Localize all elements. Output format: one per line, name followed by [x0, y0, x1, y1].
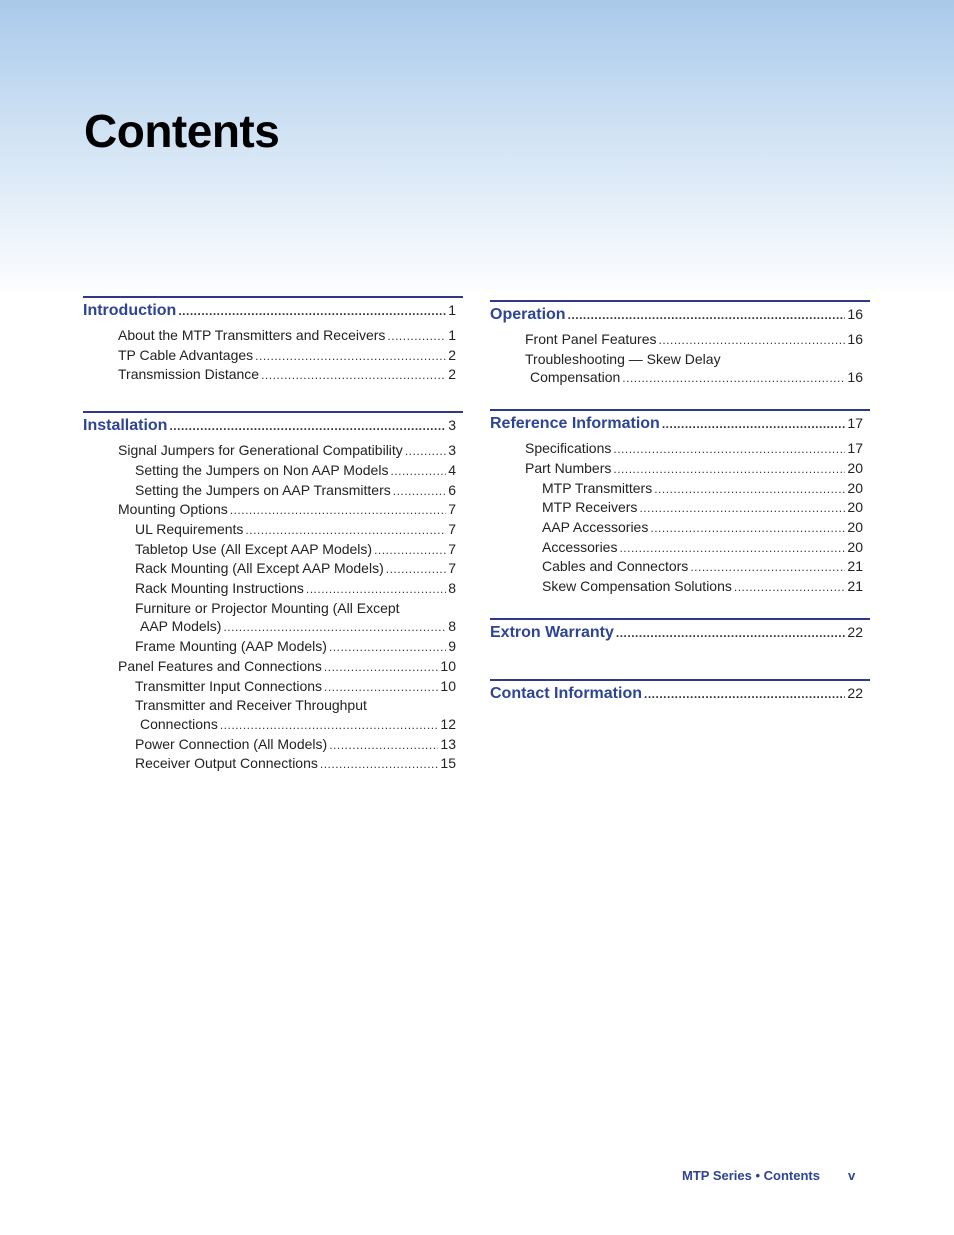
toc-entry[interactable]: [83, 599, 463, 618]
toc-entry[interactable]: [83, 715, 463, 735]
toc-entry[interactable]: [83, 520, 463, 540]
toc-entry-label: UL Requirements: [135, 520, 244, 537]
dot-leader: [220, 716, 439, 735]
toc-entry-label: Tabletop Use (All Except AAP Models): [135, 540, 373, 557]
dot-leader: [644, 684, 845, 704]
toc-page-number: 8: [448, 618, 456, 635]
toc-right-column: [490, 300, 870, 730]
dot-leader: [650, 519, 845, 538]
toc-entry[interactable]: [490, 538, 870, 558]
toc-entry-label: Operation: [490, 306, 566, 323]
toc-entry-label: Cables and Connectors: [542, 558, 689, 575]
toc-section-heading[interactable]: [490, 302, 870, 325]
toc-entry[interactable]: [83, 559, 463, 579]
dot-leader: [374, 541, 446, 560]
toc-entry-label: Contact Information: [490, 684, 642, 702]
dot-leader: [261, 366, 446, 385]
dot-leader: [245, 521, 446, 540]
dot-leader: [386, 560, 446, 579]
toc-entry[interactable]: [490, 330, 870, 350]
toc-entry-label: Setting the Jumpers on AAP Transmitters: [135, 481, 391, 498]
toc-page-number: 22: [847, 684, 863, 701]
dot-leader: [255, 347, 446, 366]
toc-entry[interactable]: [83, 657, 463, 677]
toc-page-number: 20: [847, 538, 863, 555]
toc-entry-label: AAP Models): [140, 618, 222, 635]
toc-entry-label: Accessories: [542, 538, 618, 555]
toc-page-number: 8: [448, 580, 456, 597]
toc-entry-label: Connections: [140, 715, 218, 732]
toc-page-number: 9: [448, 638, 456, 655]
toc-section: [490, 300, 870, 388]
toc-page-number: 20: [847, 518, 863, 535]
toc-entry-label: TP Cable Advantages: [118, 346, 254, 363]
toc-entry[interactable]: [83, 481, 463, 501]
toc-entry-label: Reference Information: [490, 415, 660, 433]
toc-entry[interactable]: [83, 617, 463, 637]
toc-entry[interactable]: [83, 754, 463, 774]
dot-leader: [306, 580, 446, 599]
toc-page-number: 13: [440, 735, 456, 752]
toc-section: [83, 296, 463, 385]
toc-entry-label: MTP Receivers: [542, 499, 638, 516]
dot-leader: [169, 416, 446, 436]
toc-entry-label: Furniture or Projector Mounting (All Except: [135, 599, 400, 616]
toc-page-number: 7: [448, 501, 456, 518]
dot-leader: [405, 442, 446, 461]
toc-section: [490, 618, 870, 643]
dot-leader: [690, 558, 845, 577]
toc-entry-label: Setting the Jumpers on Non AAP Models: [135, 461, 389, 478]
dot-leader: [223, 618, 446, 637]
toc-entry-label: Specifications: [525, 440, 612, 457]
toc-page-number: 10: [440, 657, 456, 674]
toc-entry-label: Part Numbers: [525, 459, 612, 476]
dot-leader: [320, 755, 439, 774]
toc-entry[interactable]: [83, 637, 463, 657]
toc-page-number: 17: [847, 415, 863, 432]
toc-entry-label: Mounting Options: [118, 501, 228, 518]
dot-leader: [613, 460, 845, 479]
toc-page-number: 1: [448, 302, 456, 318]
dot-leader: [734, 578, 846, 597]
toc-entry-label: Transmitter Input Connections: [135, 677, 323, 694]
dot-leader: [616, 623, 846, 643]
dot-leader: [329, 736, 438, 755]
toc-page-number: 2: [448, 346, 456, 363]
toc-page-number: 3: [448, 417, 456, 434]
toc-entry[interactable]: [490, 368, 870, 388]
footer-page-number: v: [847, 1168, 856, 1183]
dot-leader: [619, 539, 845, 558]
toc-page-number: 22: [847, 623, 863, 640]
dot-leader: [613, 440, 845, 459]
toc-page-number: 12: [440, 715, 456, 732]
toc-entry[interactable]: [83, 441, 463, 461]
toc-entry[interactable]: [490, 479, 870, 499]
toc-section: [83, 411, 463, 774]
toc-page-number: 21: [847, 558, 863, 575]
toc-section: [490, 679, 870, 704]
toc-entry-label: Rack Mounting (All Except AAP Models): [135, 560, 384, 577]
dot-leader: [622, 369, 845, 388]
toc-entry-label: Transmitter and Receiver Throughput: [135, 697, 367, 714]
dot-leader: [662, 414, 846, 434]
toc-section-heading[interactable]: [490, 620, 870, 643]
toc-entry-label: Front Panel Features: [525, 331, 657, 347]
toc-entry-label: Frame Mounting (AAP Models): [135, 638, 327, 655]
toc-entry-label: MTP Transmitters: [542, 479, 653, 496]
toc-page-number: 2: [448, 366, 456, 383]
toc-page-number: 20: [847, 499, 863, 516]
toc-entry[interactable]: [490, 459, 870, 479]
toc-entry[interactable]: [490, 518, 870, 538]
toc-entry-label: About the MTP Transmitters and Receivers: [118, 327, 386, 343]
dot-leader: [329, 638, 446, 657]
dot-leader: [324, 678, 438, 697]
toc-page-number: 20: [847, 459, 863, 476]
toc-entry-label: Rack Mounting Instructions: [135, 580, 304, 597]
toc-entry[interactable]: [490, 439, 870, 459]
toc-entry[interactable]: [83, 696, 463, 715]
toc-page-number: 10: [440, 677, 456, 694]
toc-entry[interactable]: [83, 326, 463, 346]
toc-page-number: 1: [448, 327, 456, 343]
toc-page-number: 7: [448, 560, 456, 577]
toc-entry[interactable]: [83, 346, 463, 366]
toc-entry-label: Installation: [83, 417, 168, 435]
toc-entry-label: Transmission Distance: [118, 366, 260, 383]
toc-entry-label: AAP Accessories: [542, 518, 649, 535]
toc-entry[interactable]: [490, 577, 870, 597]
dot-leader: [387, 327, 446, 346]
toc-section-heading[interactable]: [490, 411, 870, 434]
toc-entry[interactable]: [83, 461, 463, 481]
toc-page-number: 16: [847, 369, 863, 386]
toc-page-number: 3: [448, 442, 456, 459]
dot-leader: [230, 501, 446, 520]
toc-page-number: 7: [448, 520, 456, 537]
dot-leader: [393, 482, 446, 501]
dot-leader: [568, 305, 846, 325]
toc-entry[interactable]: [83, 677, 463, 697]
toc-entry-label: Compensation: [530, 369, 621, 386]
toc-page-number: 4: [448, 461, 456, 478]
dot-leader: [324, 658, 439, 677]
toc-entry[interactable]: [83, 540, 463, 560]
page-title: Contents: [84, 105, 280, 157]
toc-section-heading[interactable]: [490, 681, 870, 704]
toc-left-column: [83, 296, 463, 800]
toc-entry[interactable]: [490, 557, 870, 577]
toc-page-number: 15: [440, 755, 456, 772]
dot-leader: [390, 462, 446, 481]
toc-page-number: 7: [448, 540, 456, 557]
footer-text: MTP Series • Contents: [682, 1168, 820, 1183]
toc-page-number: 20: [847, 479, 863, 496]
toc-section-heading[interactable]: [83, 298, 463, 321]
toc-entry-label: Extron Warranty: [490, 623, 614, 641]
toc-page-number: 16: [847, 306, 863, 322]
dot-leader: [654, 480, 845, 499]
toc-page-number: 16: [847, 331, 863, 347]
toc-section-heading[interactable]: [83, 413, 463, 436]
page-footer: [682, 1168, 855, 1183]
toc-entry[interactable]: [83, 365, 463, 385]
toc-page-number: 21: [847, 578, 863, 595]
dot-leader: [178, 301, 446, 321]
dot-leader: [639, 499, 845, 518]
toc-entry-label: Introduction: [83, 302, 177, 319]
toc-page-number: 6: [448, 481, 456, 498]
toc-entry[interactable]: [83, 579, 463, 599]
dot-leader: [659, 331, 846, 350]
toc-entry[interactable]: [83, 735, 463, 755]
toc-entry[interactable]: [83, 500, 463, 520]
toc-entry-label: Skew Compensation Solutions: [542, 578, 732, 595]
toc-section: [490, 409, 870, 597]
toc-entry-label: Troubleshooting — Skew Delay: [525, 350, 721, 367]
toc-entry-label: Panel Features and Connections: [118, 657, 322, 674]
toc-entry[interactable]: [490, 498, 870, 518]
toc-entry[interactable]: [490, 350, 870, 369]
toc-entry-label: Signal Jumpers for Generational Compatibility: [118, 442, 403, 459]
toc-entry-label: Power Connection (All Models): [135, 735, 328, 752]
toc-page-number: 17: [847, 440, 863, 457]
toc-entry-label: Receiver Output Connections: [135, 755, 318, 772]
